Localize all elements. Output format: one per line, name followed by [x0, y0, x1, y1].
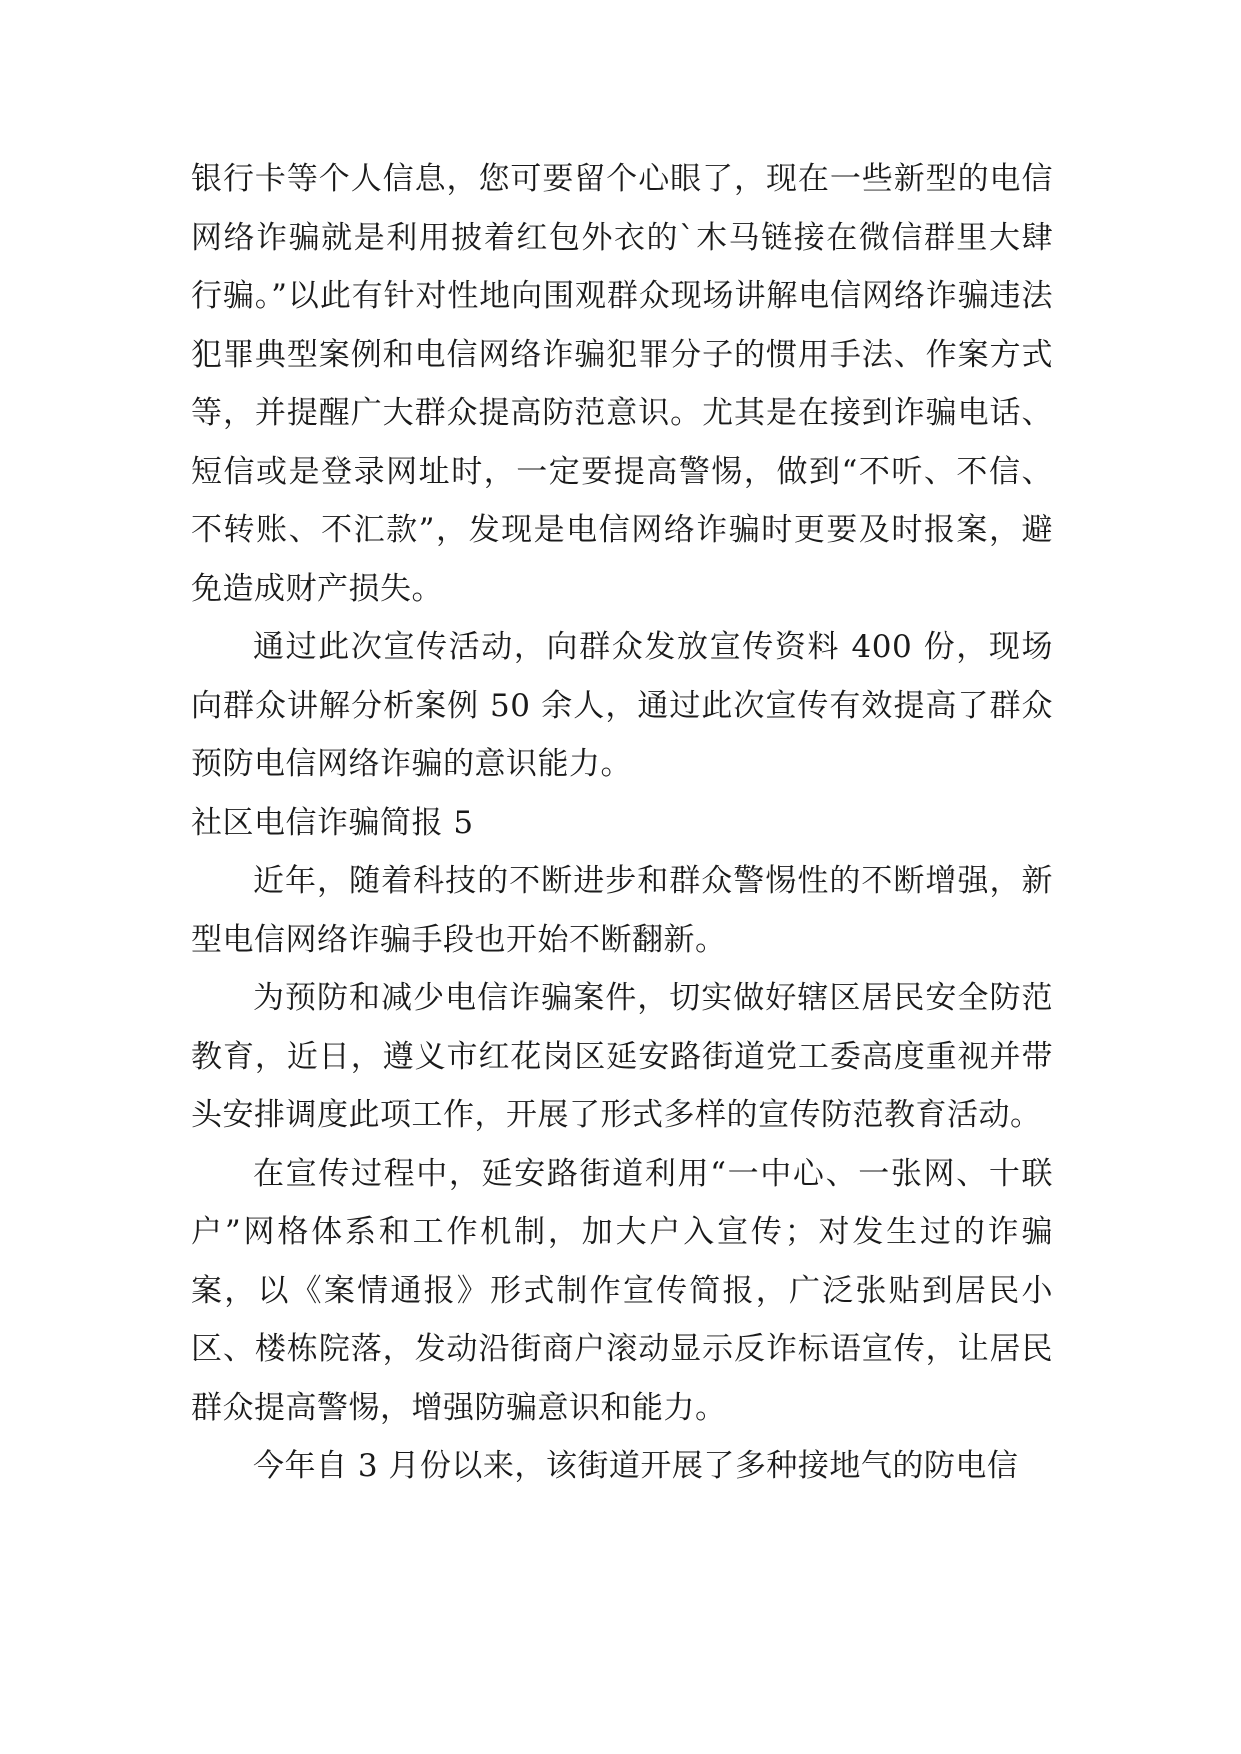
paragraph: 在宣传过程中，延安路街道利用“一中心、一张网、十联户”网格体系和工作机制，加大户入宣传；对发生过的诈骗案，以《案情通报》形式制作宣传简报，广泛张贴到居民小区、楼栋院落，发动沿街商户滚动显示反诈标语宣传，让居民群众提高警惕，增强防骗意识和能力。 [191, 1155, 1053, 1426]
paragraph: 近年，随着科技的不断进步和群众警惕性的不断增强，新型电信网络诈骗手段也开始不断翻新。 [191, 863, 1053, 958]
paragraph: 为预防和减少电信诈骗案件，切实做好辖区居民安全防范教育，近日，遵义市红花岗区延安路街道党工委高度重视并带头安排调度此项工作，开展了形式多样的宣传防范教育活动。 [191, 980, 1053, 1133]
section-heading: 社区电信诈骗简报 5 [191, 804, 474, 841]
paragraph: 银行卡等个人信息，您可要留个心眼了，现在一些新型的电信网络诈骗就是利用披着红包外衣的`木马链接在微信群里大肆行骗。”以此有针对性地向围观群众现场讲解电信网络诈骗违法犯罪典型案例和电信网络诈骗犯罪分子的惯用手法、作案方式等，并提醒广大群众提高防范意识。尤其是在接到诈骗电话、短信或是登录网址时，一定要提高警惕，做到“不听、不信、不转账、不汇款”，发现是电信网络诈骗时更要及时报案，避免造成财产损失。 [191, 161, 1053, 607]
paragraph: 今年自 3 月份以来，该街道开展了多种接地气的防电信 [253, 1448, 1019, 1484]
document-body [191, 150, 1053, 1496]
paragraph: 通过此次宣传活动，向群众发放宣传资料 400 份，现场向群众讲解分析案例 50 余人，通过此次宣传有效提高了群众预防电信网络诈骗的意识能力。 [191, 629, 1053, 782]
